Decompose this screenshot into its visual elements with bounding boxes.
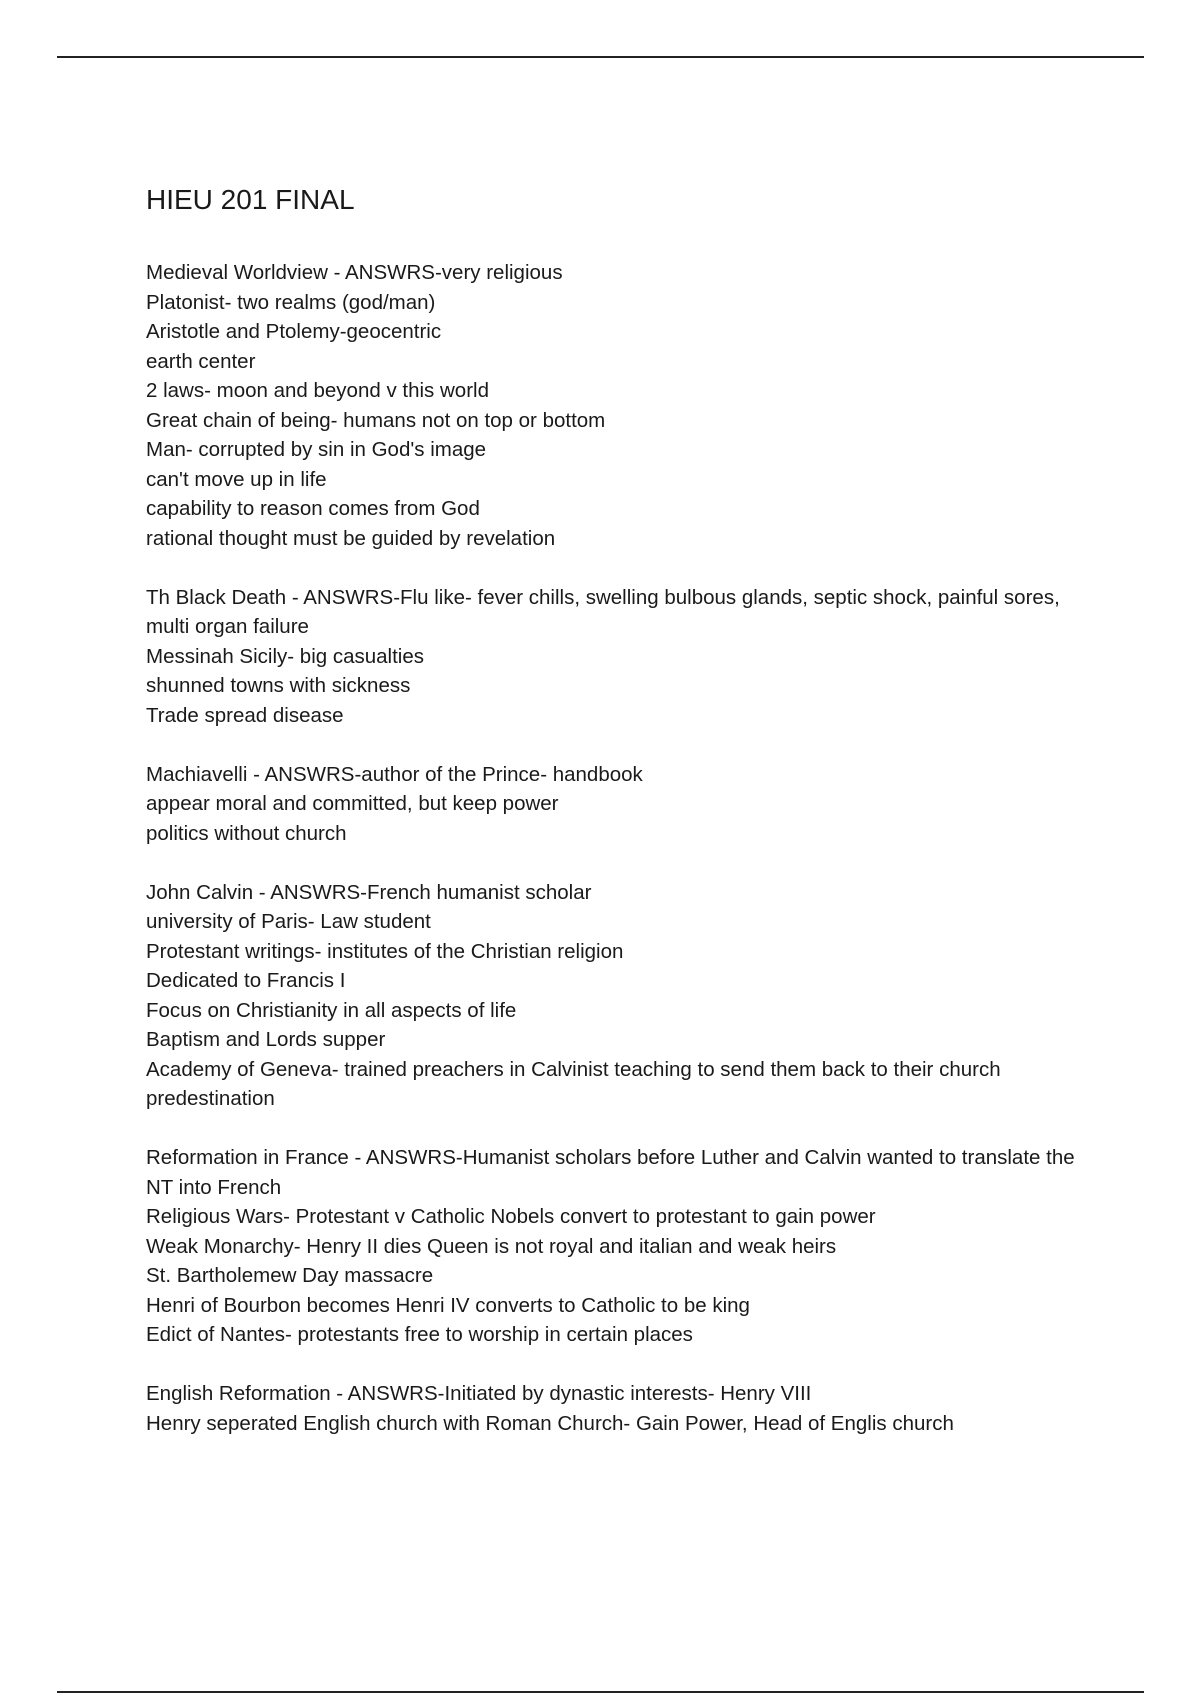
entry-john-calvin [146,878,1106,1114]
entry-line: St. Bartholemew Day massacre [146,1264,434,1287]
entry-line: Aristotle and Ptolemy-geocentric [146,320,442,343]
entry-medieval-worldview [146,258,1106,553]
entry-line: Machiavelli - ANSWRS-author of the Prince- handbook [146,762,643,786]
entry-line: appear moral and committed, but keep power [146,792,559,815]
entry-line: predestination [146,1087,275,1110]
entry-line: Henri of Bourbon becomes Henri IV converts to Catholic to be king [146,1293,750,1317]
entry-line: Great chain of being- humans not on top or bottom [146,408,606,432]
entry-line: Trade spread disease [146,703,344,727]
entry-line: politics without church [146,821,347,845]
entry-line: Protestant writings- institutes of the Christian religion [146,939,624,963]
entry-line: shunned towns with sickness [146,674,411,697]
entry-line: capability to reason comes from God [146,497,480,520]
entry-line: Platonist- two realms (god/man) [146,290,436,314]
entry-line: university of Paris- Law student [146,910,431,933]
entry-line: can't move up in life [146,467,327,491]
entry-line: Edict of Nantes- protestants free to worship in certain places [146,1323,693,1346]
entry-line: 2 laws- moon and beyond v this world [146,379,489,402]
entry-line: Weak Monarchy- Henry II dies Queen is not royal and italian and weak heirs [146,1234,837,1258]
entry-line: Baptism and Lords supper [146,1028,386,1051]
entry-line: John Calvin - ANSWRS-French humanist scholar [146,880,592,904]
entry-reformation-france [146,1143,1106,1350]
entry-line: Henry seperated English church with Roman Church- Gain Power, Head of Englis church [146,1411,954,1435]
entry-line: Th Black Death - ANSWRS-Flu like- fever chills, swelling bulbous glands, septic shock, painful sores, multi organ failure [146,585,1060,638]
entry-line: Medieval Worldview - ANSWRS-very religious [146,261,563,284]
entry-line: earth center [146,349,256,373]
entry-machiavelli [146,760,1106,849]
entry-line: Focus on Christianity in all aspects of life [146,998,517,1022]
entry-line: rational thought must be guided by revelation [146,526,556,550]
top-divider [57,56,1144,58]
entry-line: Academy of Geneva- trained preachers in Calvinist teaching to send them back to their church [146,1057,1001,1081]
entry-line: Man- corrupted by sin in God's image [146,438,487,461]
entry-english-reformation [146,1379,1106,1438]
entry-line: Messinah Sicily- big casualties [146,644,425,668]
entry-black-death [146,583,1106,731]
entry-line: English Reformation - ANSWRS-Initiated by dynastic interests- Henry VIII [146,1382,812,1405]
document-title: HIEU 201 FINAL [146,184,355,215]
document-body [146,180,1106,1468]
bottom-divider [57,1691,1144,1693]
entry-line: Dedicated to Francis I [146,969,346,992]
entry-line: Reformation in France - ANSWRS-Humanist scholars before Luther and Calvin wanted to translate the NT into French [146,1146,1075,1199]
entry-line: Religious Wars- Protestant v Catholic Nobels convert to protestant to gain power [146,1205,876,1228]
